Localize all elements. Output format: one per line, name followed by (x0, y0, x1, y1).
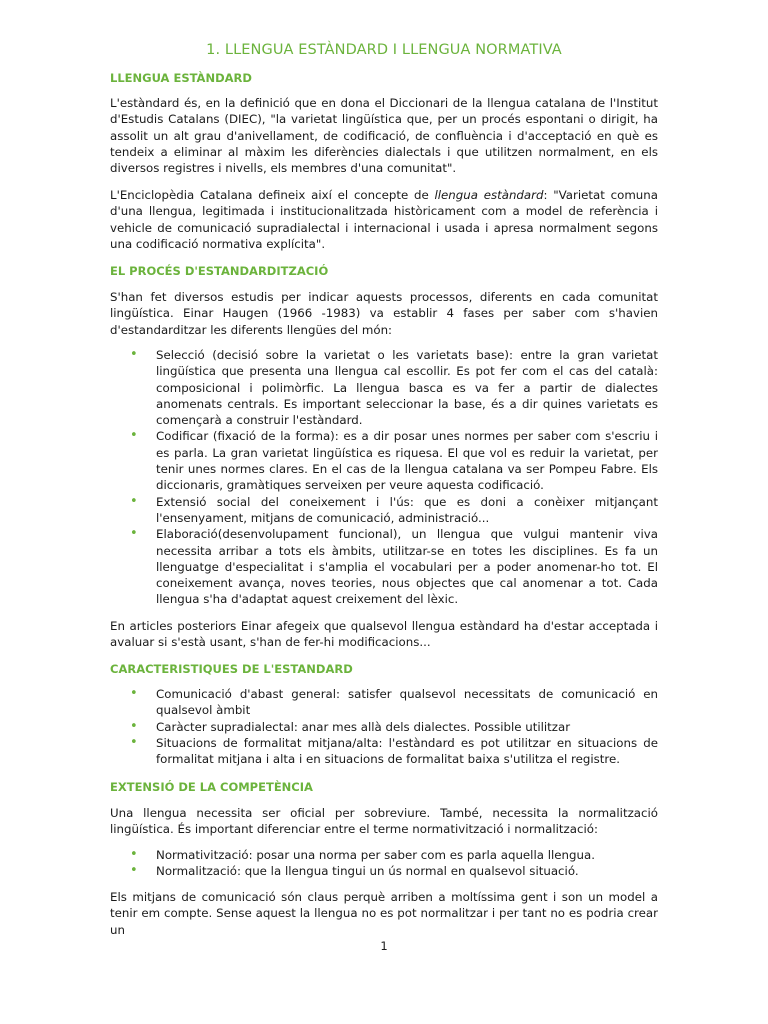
list-item-text: Selecció (decisió sobre la varietat o les varietats base): entre la gran varietat lingüística que presenta una llengua cal escollir. Es pot fer com el cas del català: composicional i polimòrfic. La llengua basca es va fer a partir de dialectes anomenats centrals. Es important seleccionar la base, és a dir quines varietats es començarà a construir l'estàndard. (156, 348, 658, 428)
list-normativitzacio (110, 847, 658, 880)
bullet-icon: • (130, 734, 138, 750)
list-item (110, 735, 658, 768)
list-item (110, 847, 658, 863)
list-item-text: Elaboració(desenvolupament funcional), un llengua que vulgui mantenir viva necessita arribar a tots els àmbits, utilitzar-se en totes les disciplines. Es fa un llenguatge d'especialitat i s'amplia el vocabulari per a poder anomenar-ho tot. El coneixement avança, noves teories, nous objectes que cal anomenar a tot. Cada llengua s'ha d'adaptat aquest creixement del lèxic. (156, 527, 658, 607)
list-fases-haugen (110, 347, 658, 608)
heading-llengua-estandard: LLENGUA ESTÀNDARD (110, 71, 252, 85)
paragraph-text: : "Varietat comuna d'una llengua, legitimada i institucionalitzada històricament com a model de referència i vehicle de comunicació supradialectal i internacional i usada i apresa normalment segons una codificació normativa explícita". (110, 188, 658, 251)
bullet-icon: • (130, 347, 138, 362)
list-item-text: Codificar (fixació de la forma): es a dir posar unes normes per saber com s'escriu i es parla. La gran varietat lingüística es riquesa. El que vol es reduir la varietat, per tenir unes normes clares. En el cas de la llengua catalana va ser Pompeu Fabre. Els diccionaris, gramàtiques serveixen per veure aquesta codificació. (156, 429, 658, 493)
paragraph-definicio-diec: L'estàndard és, en la definició que en dona el Diccionari de la llengua catalana de l'Institut d'Estudis Catalans (DIEC), "la varietat lingüística que, per un procés espontani o dirigit, ha assolit un alt grau d'anivellament, de codificació, de confluència i d'acceptació en què es tendeix a eliminar al màxim les diferències dialectals i que utilitzen normalment, en els diversos registres i nivells, els membres d'una comunitat". (110, 96, 658, 176)
list-item (110, 494, 658, 527)
list-item (110, 428, 658, 493)
bullet-icon: • (130, 428, 138, 444)
heading-caracteristiques: CARACTERISTIQUES DE L'ESTANDARD (110, 662, 353, 676)
bullet-icon: • (130, 493, 138, 509)
heading-extensio-competencia: EXTENSIÓ DE LA COMPETÈNCIA (110, 780, 313, 794)
paragraph-einar-afegeix: En articles posteriors Einar afegeix que qualsevol llengua estàndard ha d'estar acceptada i avaluar si s'està usant, s'han de fer-hi modificacions... (110, 619, 658, 650)
list-item-text: Situacions de formalitat mitjana/alta: l'estàndard es pot utilitzar en situacions de formalitat mitjana i alta i en situacions de formalitat baixa s'utilitza el registre. (156, 735, 658, 767)
list-caracteristiques (110, 686, 658, 767)
paragraph-haugen-intro: S'han fet diversos estudis per indicar aquests processos, diferents en cada comunitat lingüística. Einar Haugen (1966 -1983) va establir 4 fases per saber com s'havien d'estandarditzar les diferents llengües del món: (110, 290, 658, 337)
list-item (110, 863, 658, 879)
bullet-icon: • (130, 847, 138, 862)
paragraph-definicio-enciclopedia (110, 187, 658, 252)
page-number: 1 (380, 939, 388, 953)
heading-proces-estandarditzacio: EL PROCÉS D'ESTANDARDITZACIÓ (110, 264, 329, 278)
emphasis-term: llengua estàndard (434, 188, 544, 202)
list-item-text: Normalització: que la llengua tingui un ús normal en qualsevol situació. (156, 864, 579, 879)
paragraph-mitjans-comunicacio: Els mitjans de comunicació són claus perquè arriben a moltíssima gent i son un model a tenir em compte. Sense aquest la llengua no es pot normalitzar i per tant no es podria crear un (110, 890, 658, 937)
paragraph-text: L'Enciclopèdia Catalana defineix així el concepte de (110, 188, 435, 202)
page-title: 1. LLENGUA ESTÀNDARD I LLENGUA NORMATIVA (206, 42, 562, 58)
paragraph-llengua-oficial: Una llengua necessita ser oficial per sobreviure. També, necessita la normalització lingüística. És important diferenciar entre el terme normativització i normalització: (110, 806, 658, 837)
list-item-text: Normativització: posar una norma per saber com es parla aquella llengua. (156, 848, 595, 862)
list-item-text: Comunicació d'abast general: satisfer qualsevol necessitats de comunicació en qualsevol àmbit (156, 687, 658, 718)
bullet-icon: • (130, 863, 138, 879)
list-item (110, 686, 658, 719)
list-item (110, 526, 658, 607)
list-item-text: Extensió social del coneixement i l'ús: que es doni a conèixer mitjançant l'ensenyament, mitjans de comunicació, administració... (156, 494, 658, 525)
bullet-icon: • (130, 686, 138, 701)
list-item-text: Caràcter supradialectal: anar mes allà dels dialectes. Possible utilitzar (156, 719, 571, 734)
bullet-icon: • (130, 526, 138, 542)
list-item (110, 347, 658, 428)
bullet-icon: • (130, 718, 138, 734)
list-item (110, 719, 658, 735)
